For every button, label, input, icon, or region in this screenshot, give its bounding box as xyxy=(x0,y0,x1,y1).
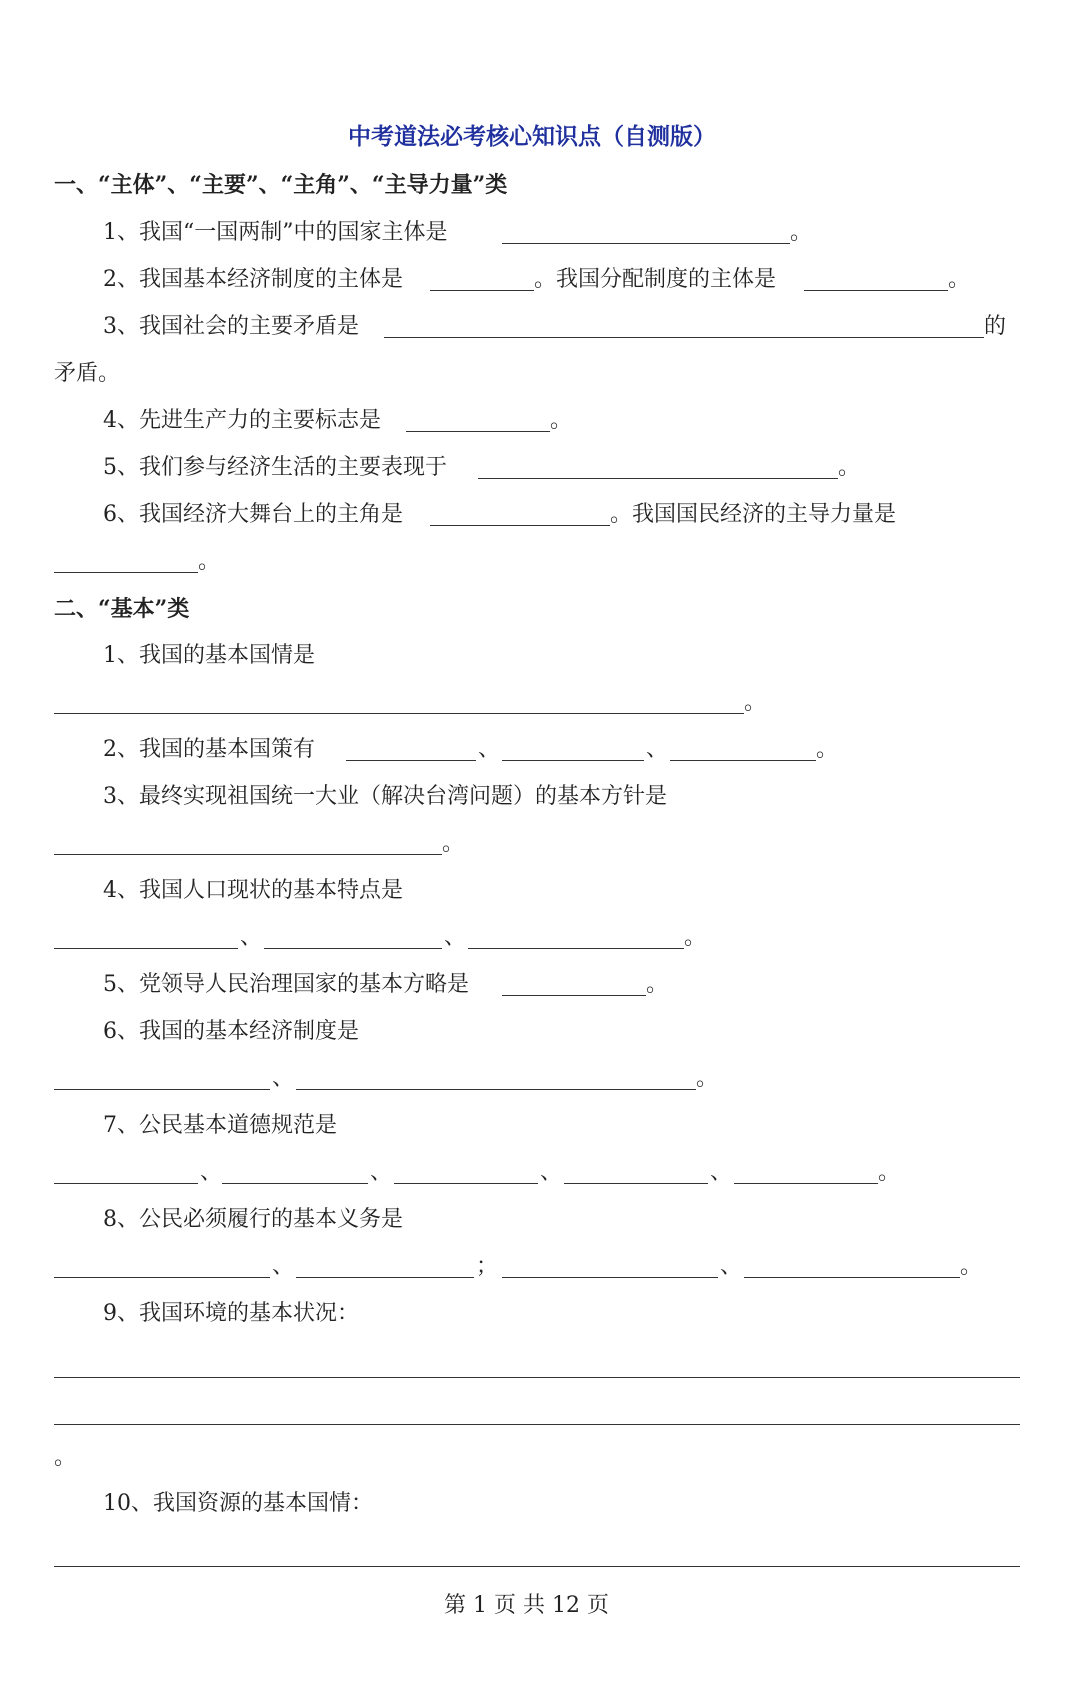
punctuation: 。 xyxy=(838,455,861,480)
answer-blank[interactable] xyxy=(264,948,442,949)
punctuation: 。 xyxy=(790,220,813,245)
punctuation: 、 xyxy=(478,737,501,762)
punctuation: 、 xyxy=(370,1160,393,1185)
answer-blank[interactable] xyxy=(430,290,534,291)
punctuation: 、 xyxy=(710,1160,733,1185)
answer-blank[interactable] xyxy=(222,1183,368,1184)
punctuation: 、 xyxy=(240,925,263,950)
punctuation: 、 xyxy=(646,737,669,762)
question-1-4: 4、先进生产力的主要标志是 xyxy=(103,408,381,433)
question-2-8: 8、公民必须履行的基本义务是 xyxy=(103,1207,403,1232)
answer-blank[interactable] xyxy=(804,290,948,291)
punctuation: 。 xyxy=(816,737,839,762)
punctuation: 、 xyxy=(540,1160,563,1185)
section-heading-2: 二、“基本”类 xyxy=(54,596,190,622)
punctuation: 、 xyxy=(272,1066,295,1091)
answer-blank[interactable] xyxy=(54,1183,198,1184)
answer-blank[interactable] xyxy=(564,1183,708,1184)
question-1-3-suffix: 的 xyxy=(984,314,1007,339)
punctuation: 。 xyxy=(878,1160,901,1185)
answer-blank[interactable] xyxy=(346,760,476,761)
question-2-2: 2、我国的基本国策有 xyxy=(103,737,315,762)
answer-blank[interactable] xyxy=(54,948,238,949)
answer-blank[interactable] xyxy=(502,995,646,996)
question-1-3-cont: 矛盾。 xyxy=(54,361,121,386)
punctuation: ； xyxy=(476,1254,499,1279)
question-2-5: 5、党领导人民治理国家的基本方略是 xyxy=(103,972,469,997)
question-1-3: 3、我国社会的主要矛盾是 xyxy=(103,314,359,339)
section-heading-1: 一、“主体”、“主要”、“主角”、“主导力量”类 xyxy=(54,172,508,198)
question-1-2: 2、我国基本经济制度的主体是 xyxy=(103,267,403,292)
punctuation: 。 xyxy=(550,408,573,433)
answer-blank[interactable] xyxy=(54,1424,1020,1425)
answer-blank[interactable] xyxy=(54,1089,270,1090)
punctuation: 、 xyxy=(200,1160,223,1185)
answer-blank[interactable] xyxy=(430,525,610,526)
punctuation: 。 xyxy=(54,1445,77,1470)
question-1-6: 6、我国经济大舞台上的主角是 xyxy=(103,502,403,527)
punctuation: 。 xyxy=(960,1254,983,1279)
answer-blank[interactable] xyxy=(54,854,442,855)
answer-blank[interactable] xyxy=(478,478,838,479)
punctuation: 。 xyxy=(948,267,971,292)
punctuation: 、 xyxy=(272,1254,295,1279)
question-2-4: 4、我国人口现状的基本特点是 xyxy=(103,878,403,903)
punctuation: 。 xyxy=(646,972,669,997)
answer-blank[interactable] xyxy=(296,1277,474,1278)
answer-blank[interactable] xyxy=(734,1183,878,1184)
answer-blank[interactable] xyxy=(384,337,984,338)
answer-blank[interactable] xyxy=(502,1277,718,1278)
punctuation: 。 xyxy=(696,1066,719,1091)
question-1-5: 5、我们参与经济生活的主要表现于 xyxy=(103,455,447,480)
punctuation: 、 xyxy=(720,1254,743,1279)
punctuation: 。 xyxy=(744,690,767,715)
answer-blank[interactable] xyxy=(296,1089,696,1090)
answer-blank[interactable] xyxy=(744,1277,960,1278)
question-2-7: 7、公民基本道德规范是 xyxy=(103,1113,337,1138)
answer-blank[interactable] xyxy=(394,1183,538,1184)
answer-blank[interactable] xyxy=(54,1566,1020,1567)
question-2-10: 10、我国资源的基本国情： xyxy=(103,1491,373,1516)
answer-blank[interactable] xyxy=(54,1377,1020,1378)
answer-blank[interactable] xyxy=(502,243,790,244)
answer-blank[interactable] xyxy=(468,948,684,949)
question-1-6-cont: 。我国国民经济的主导力量是 xyxy=(610,502,897,527)
answer-blank[interactable] xyxy=(54,572,198,573)
punctuation: 。 xyxy=(442,831,465,856)
answer-blank[interactable] xyxy=(670,760,816,761)
punctuation: 、 xyxy=(444,925,467,950)
answer-blank[interactable] xyxy=(54,713,744,714)
question-1-2-cont: 。我国分配制度的主体是 xyxy=(534,267,777,292)
question-2-3: 3、最终实现祖国统一大业（解决台湾问题）的基本方针是 xyxy=(103,784,667,809)
question-2-1: 1、我国的基本国情是 xyxy=(103,643,315,668)
punctuation: 。 xyxy=(684,925,707,950)
punctuation: 。 xyxy=(198,549,221,574)
answer-blank[interactable] xyxy=(502,760,644,761)
page-footer: 第 1 页 共 12 页 xyxy=(444,1593,609,1618)
question-2-6: 6、我国的基本经济制度是 xyxy=(103,1019,359,1044)
answer-blank[interactable] xyxy=(54,1277,270,1278)
answer-blank[interactable] xyxy=(406,431,550,432)
question-2-9: 9、我国环境的基本状况： xyxy=(103,1301,359,1326)
page-title: 中考道法必考核心知识点（自测版） xyxy=(348,123,716,150)
question-1-1: 1、我国“一国两制”中的国家主体是 xyxy=(103,220,448,245)
